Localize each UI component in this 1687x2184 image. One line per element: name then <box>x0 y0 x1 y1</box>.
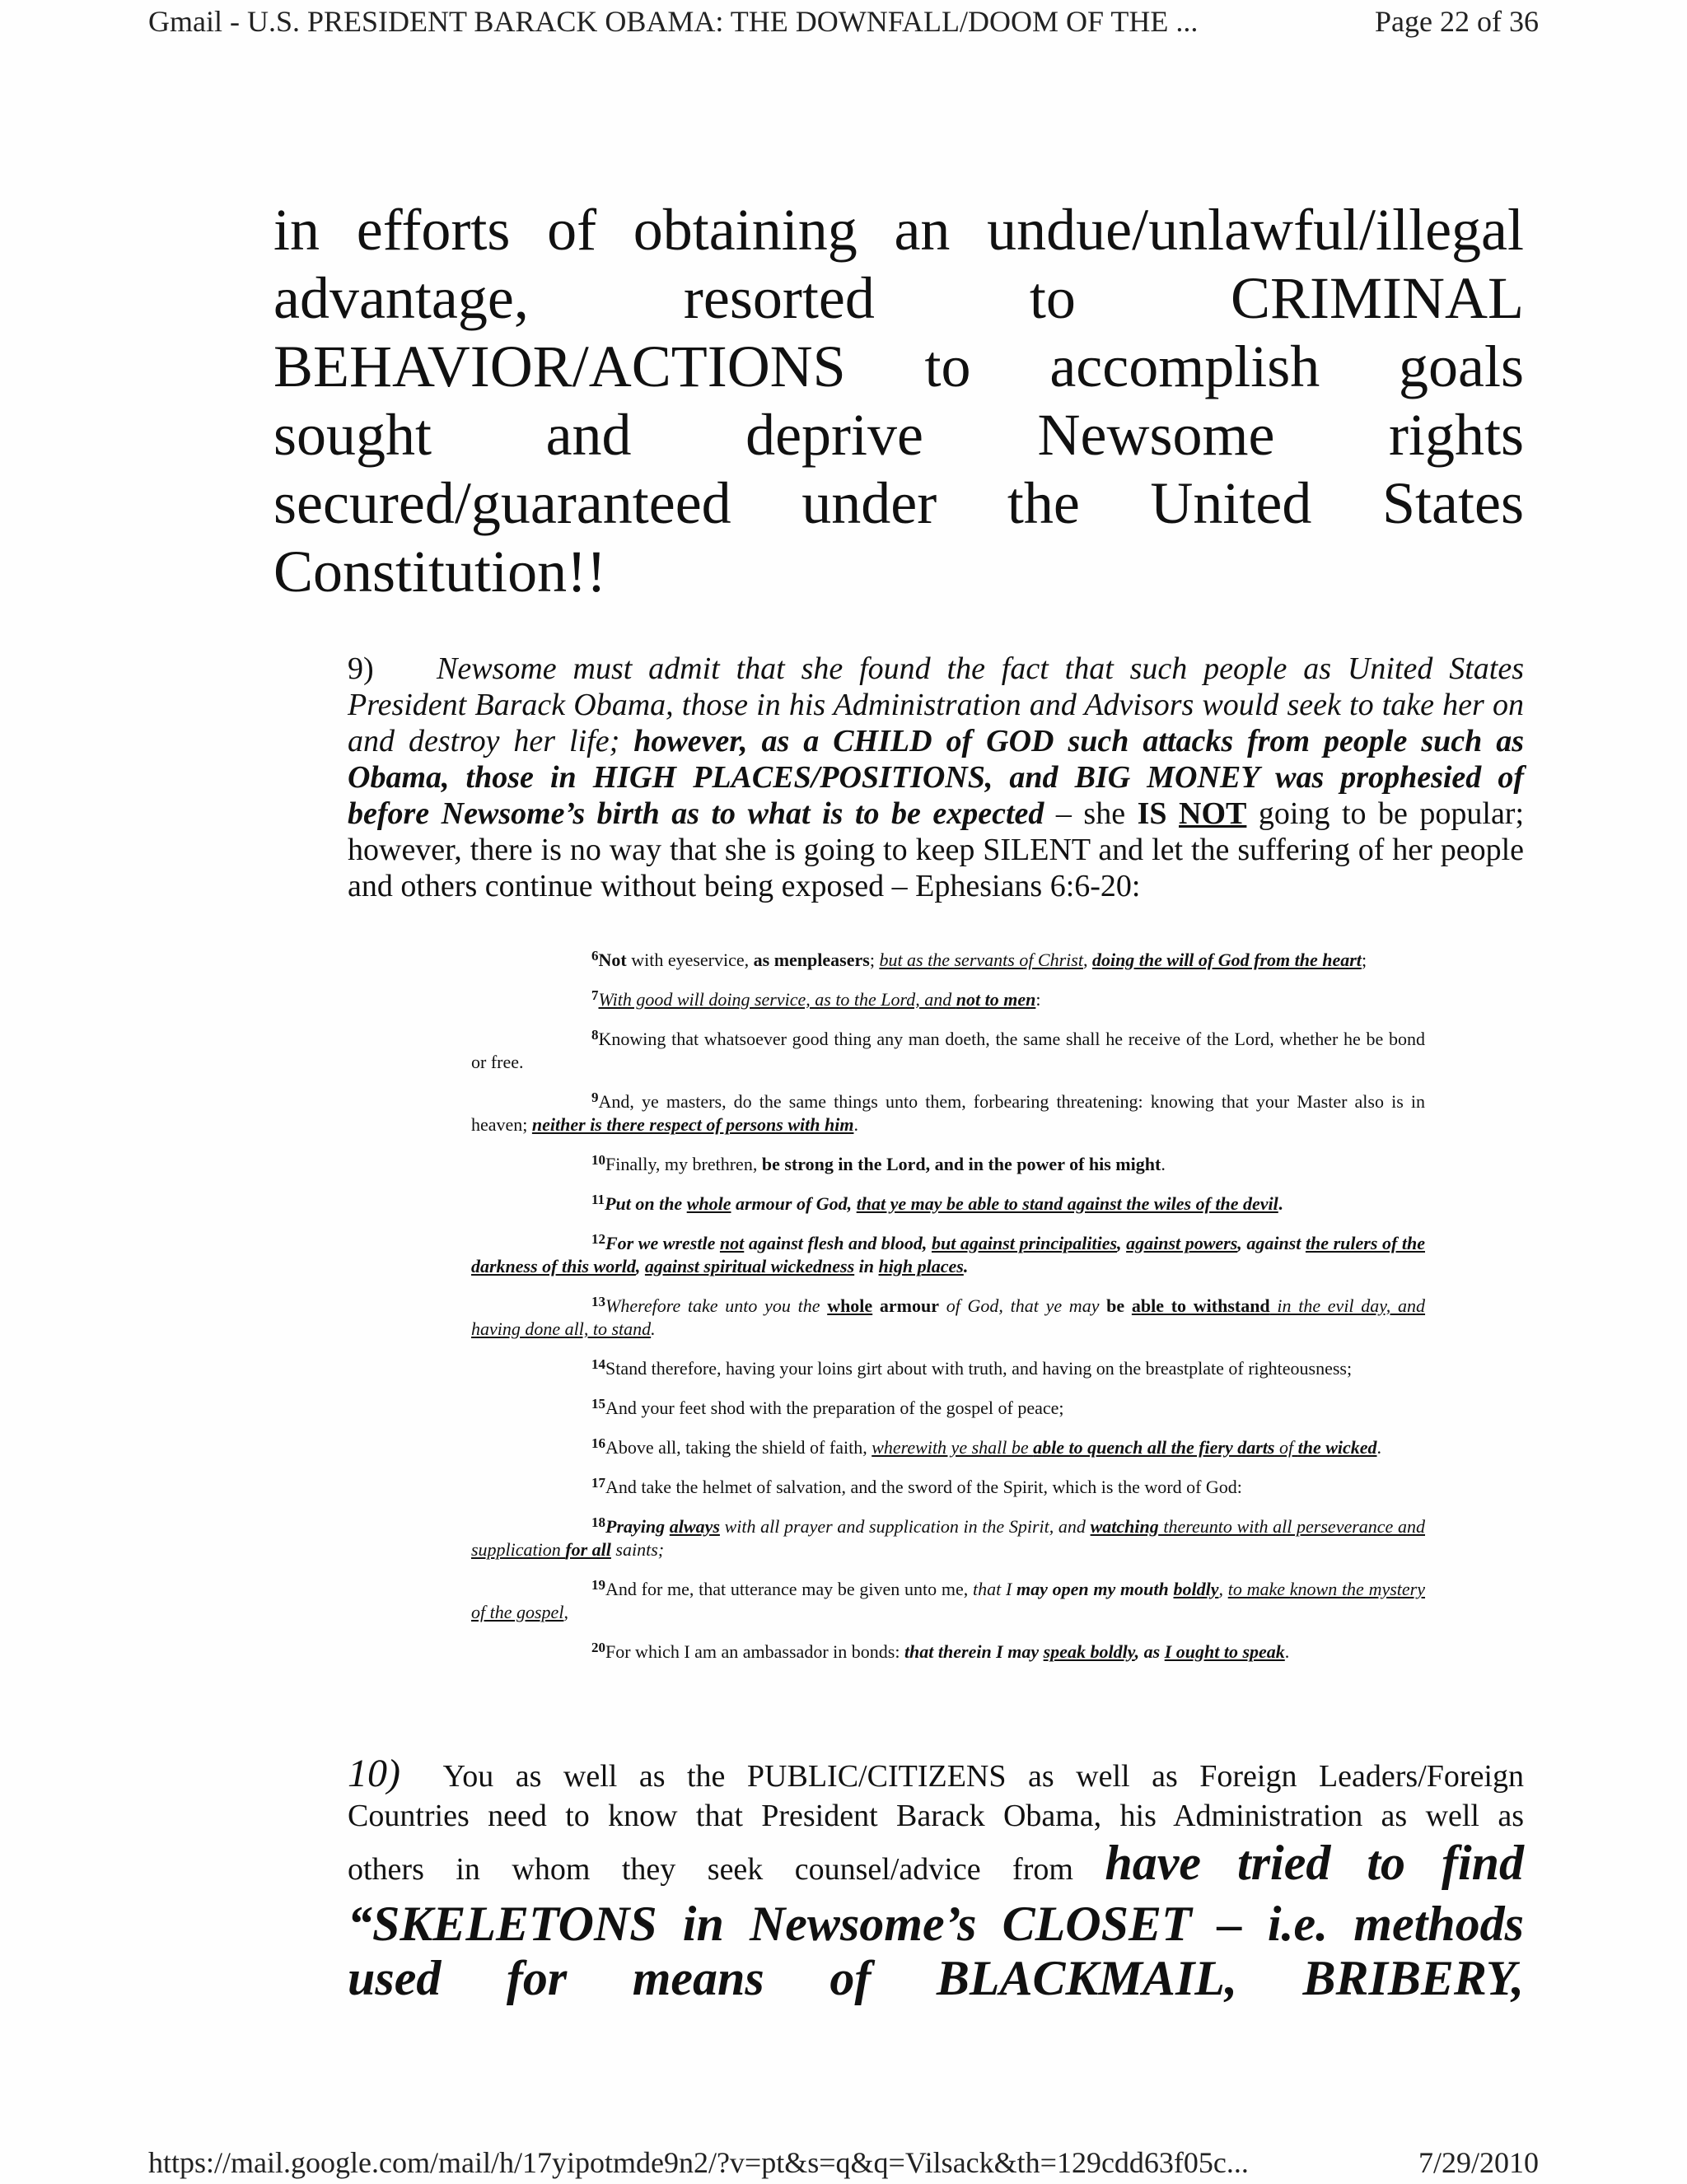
verse-number: 6 <box>591 948 599 964</box>
verse-number: 20 <box>591 1640 605 1655</box>
p9-italic: Newsome must admit that she found the fact that such people as United States President Barack Obama, those in his Administration and Advisors would seek to take her on and destroy her life; <box>348 651 1524 758</box>
verse-text: that I <box>973 1579 1017 1599</box>
intro-line: secured/guaranteed under the United States <box>273 470 1524 536</box>
verse-16 <box>471 1436 1425 1459</box>
verse-text: Knowing that whatsoever good thing any man doeth, the same shall he receive of the Lord, whether he be bond or free. <box>471 1029 1425 1072</box>
verse-text: And for me, that utterance may be given unto me, <box>605 1579 973 1599</box>
verse-text: in the evil day, and having done all, to stand <box>471 1295 1426 1339</box>
p10-text: You as well as the PUBLIC/CITIZENS as well as Foreign Leaders/Foreign <box>442 1759 1524 1794</box>
verse-text: , against <box>1237 1233 1306 1253</box>
verse-text: Not <box>598 950 627 970</box>
verse-number: 18 <box>591 1514 605 1530</box>
verse-9 <box>471 1090 1425 1136</box>
footer-date: 7/29/2010 <box>1418 2146 1539 2179</box>
verse-text: Put on the <box>605 1193 687 1214</box>
verse-text: the wicked <box>1297 1437 1377 1458</box>
p10-line <box>348 1836 1524 1897</box>
paragraph-9 <box>348 651 1524 904</box>
verse-text: ; <box>869 950 880 970</box>
verse-text: watching <box>1090 1516 1159 1537</box>
intro-line: Constitution!! <box>273 539 607 604</box>
p10-text: others in whom they seek counsel/advice from <box>348 1852 1105 1887</box>
intro-line: BEHAVIOR/ACTIONS to accomplish goals <box>273 334 1524 399</box>
intro-line: in efforts of obtaining an undue/unlawful/illegal <box>273 197 1524 263</box>
verse-text: wherewith ye shall be <box>872 1437 1034 1458</box>
intro-paragraph <box>273 196 1524 606</box>
verse-text: . <box>651 1318 656 1339</box>
p9-text: going to be popular; however, there is no way that she is going to keep SILENT and let the suffering of her people and others continue without being exposed – Ephesians 6:6-20: <box>348 796 1525 903</box>
verse-text: be strong in the Lord, and in the power of his might <box>761 1154 1161 1174</box>
verse-text: armour <box>872 1295 939 1316</box>
verse-13 <box>471 1295 1425 1341</box>
verse-text: for all <box>565 1539 611 1560</box>
verse-text: armour of God, <box>731 1193 857 1214</box>
intro-line: advantage, resorted to CRIMINAL <box>273 265 1524 331</box>
verse-text: doing the will of God from the heart <box>1091 950 1362 970</box>
verse-text: And take the helmet of salvation, and the sword of the Spirit, which is the word of God: <box>605 1477 1242 1497</box>
verse-text: whole <box>827 1295 873 1316</box>
verse-6 <box>471 949 1425 972</box>
verse-text: . <box>1284 1641 1290 1662</box>
header-title: Gmail - U.S. PRESIDENT BARACK OBAMA: THE DOWNFALL/DOOM OF THE ... <box>148 5 1199 38</box>
verse-text: , as <box>1134 1641 1165 1662</box>
paragraph-10 <box>348 1754 1524 2005</box>
p9-not: NOT <box>1179 796 1247 831</box>
verse-text: saints; <box>610 1539 665 1560</box>
verse-text: not to men <box>956 989 1036 1010</box>
verse-text: may open my mouth <box>1016 1579 1174 1599</box>
verse-number: 15 <box>591 1396 605 1412</box>
p10-line <box>348 1754 1524 1796</box>
verse-number: 14 <box>591 1356 605 1372</box>
verse-text: ; <box>1361 950 1367 970</box>
scripture-block <box>471 949 1425 1680</box>
verse-text: Above all, taking the shield of faith, <box>605 1437 872 1458</box>
verse-text: Stand therefore, having your loins girt about with truth, and having on the breastplate of righteousness; <box>605 1358 1353 1379</box>
verse-text: neither is there respect of persons with him <box>531 1114 854 1135</box>
verse-11 <box>471 1192 1425 1216</box>
footer-url: https://mail.google.com/mail/h/17yipotmde9n2/?v=pt&s=q&q=Vilsack&th=129cdd63f05c... <box>148 2146 1249 2179</box>
intro-line: sought and deprive Newsome rights <box>273 402 1524 468</box>
verse-17 <box>471 1476 1425 1499</box>
p10-line: used for means of BLACKMAIL, BRIBERY, <box>348 1951 1524 2005</box>
verse-text: the rulers of the darkness of this world <box>471 1233 1425 1276</box>
verse-8 <box>471 1028 1425 1074</box>
verse-text: Wherefore take unto you the <box>605 1295 828 1316</box>
verse-text: thereunto with all perseverance and supplication <box>471 1516 1425 1560</box>
verse-text: I ought to speak <box>1164 1641 1285 1662</box>
verse-text: of God, that ye may <box>939 1295 1107 1316</box>
verse-text: With good will doing service, as to the Lord, and <box>598 989 956 1010</box>
verse-text: Praying <box>605 1516 666 1537</box>
verse-12 <box>471 1232 1425 1278</box>
verse-text: against powers <box>1126 1233 1238 1253</box>
verse-number: 16 <box>591 1435 605 1451</box>
verse-20 <box>471 1640 1425 1664</box>
verse-text: speak boldly <box>1043 1641 1135 1662</box>
verse-10 <box>471 1153 1425 1176</box>
verse-text: . <box>1278 1193 1283 1214</box>
verse-number: 13 <box>591 1294 605 1309</box>
verse-text: , <box>1117 1233 1127 1253</box>
verse-number: 11 <box>591 1192 605 1207</box>
verse-text: : <box>1035 989 1041 1010</box>
verse-text: For which I am an ambassador in bonds: <box>605 1641 904 1662</box>
verse-text: , <box>563 1602 568 1622</box>
verse-number: 12 <box>591 1231 605 1247</box>
verse-15 <box>471 1397 1425 1420</box>
verse-number: 8 <box>591 1027 599 1043</box>
verse-text: And your feet shod with the preparation of the gospel of peace; <box>605 1398 1064 1418</box>
verse-text: . <box>853 1114 858 1135</box>
verse-text: For we wrestle <box>605 1233 720 1253</box>
verse-text: not <box>719 1233 745 1253</box>
verse-7 <box>471 988 1425 1011</box>
p10-line: Countries need to know that President Barack Obama, his Administration as well as <box>348 1799 1524 1833</box>
verse-number: 19 <box>591 1577 605 1593</box>
verse-text: but as the servants of Christ <box>879 950 1083 970</box>
p10-emphasis: have tried to find <box>1105 1836 1524 1890</box>
verse-text: , <box>635 1256 645 1276</box>
verse-text: . <box>1161 1154 1166 1174</box>
verse-text: to make known the mystery of the gospel <box>471 1579 1425 1622</box>
verse-number: 7 <box>591 987 599 1003</box>
verse-text: that ye may be able to stand against the wiles of the devil <box>856 1193 1278 1214</box>
verse-text: high places <box>878 1256 964 1276</box>
verse-text: . <box>963 1256 969 1276</box>
verse-text: against spiritual wickedness <box>644 1256 855 1276</box>
paragraph-number: 9) <box>348 651 374 686</box>
verse-text: able to quench all the fiery darts <box>1033 1437 1275 1458</box>
page-number: Page 22 of 36 <box>1375 5 1539 38</box>
verse-text: , <box>1082 950 1092 970</box>
verse-text: And, ye masters, do the same things unto them, forbearing threatening: knowing that your Master also is in heaven; <box>471 1091 1425 1135</box>
p10-line: “SKELETONS in Newsome’s CLOSET – i.e. methods <box>348 1897 1524 1951</box>
verse-text: with all prayer and supplication in the Spirit, and <box>719 1516 1091 1537</box>
verse-text: against flesh and blood, <box>744 1233 932 1253</box>
verse-14 <box>471 1357 1425 1380</box>
p9-bold-italic: however, as a CHILD of GOD such attacks from people such as Obama, those in HIGH PLACES/POSITIONS, and BIG MONEY was prophesied of before Newsome’s birth as to what is to be expected <box>348 724 1525 831</box>
verse-number: 17 <box>591 1475 605 1491</box>
verse-text: with eyeservice, <box>626 950 754 970</box>
verse-text: be <box>1106 1295 1132 1316</box>
verse-text: that therein I may <box>904 1641 1044 1662</box>
p9-is: IS <box>1137 796 1167 831</box>
verse-text: , <box>1218 1579 1228 1599</box>
verse-18 <box>471 1515 1425 1561</box>
verse-text: . <box>1376 1437 1382 1458</box>
verse-19 <box>471 1578 1425 1624</box>
verse-text: able to withstand <box>1131 1295 1270 1316</box>
verse-text: Finally, my brethren, <box>605 1154 762 1174</box>
verse-text: but against principalities <box>931 1233 1118 1253</box>
verse-text: in <box>854 1256 879 1276</box>
verse-text: of <box>1274 1437 1298 1458</box>
verse-number: 9 <box>591 1090 599 1105</box>
paragraph-number: 10) <box>348 1752 400 1795</box>
verse-text: as menpleasers <box>753 950 870 970</box>
verse-text: boldly <box>1173 1579 1219 1599</box>
verse-text: always <box>669 1516 720 1537</box>
p9-text: – she <box>1044 796 1138 831</box>
verse-number: 10 <box>591 1152 605 1168</box>
verse-text: whole <box>686 1193 731 1214</box>
